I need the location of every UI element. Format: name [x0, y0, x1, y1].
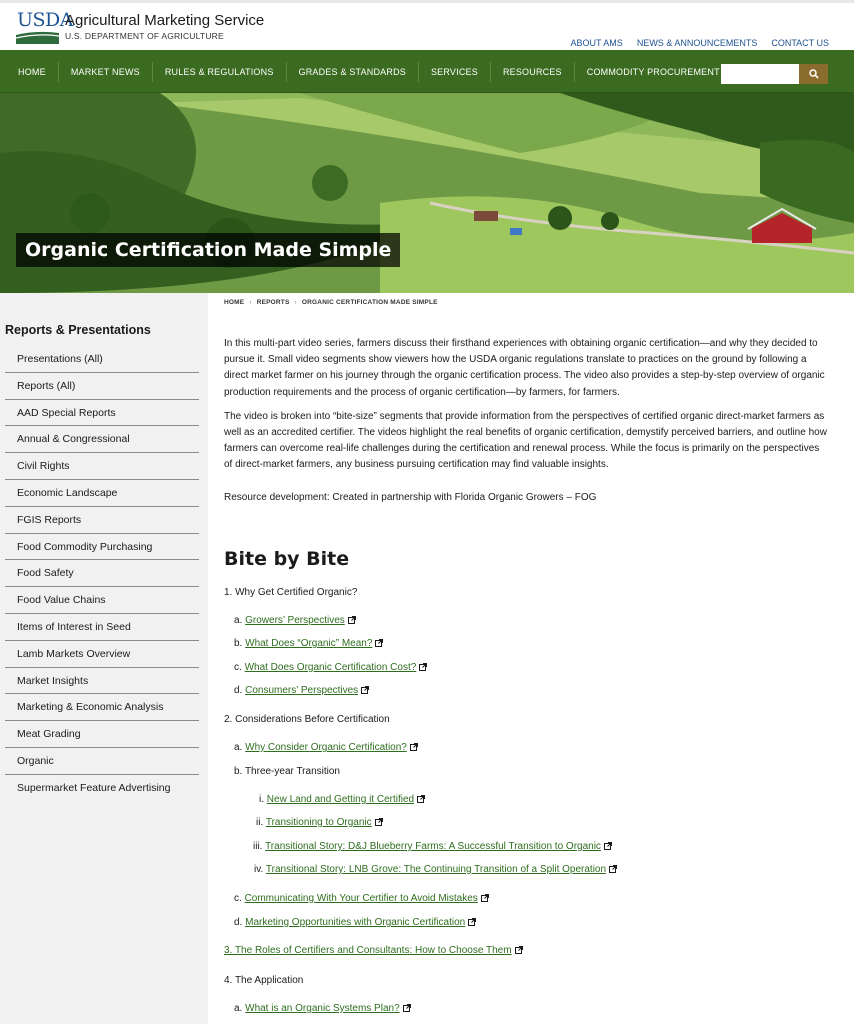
list-item — [234, 685, 369, 696]
link-certification-cost[interactable]: What Does Organic Certification Cost? — [244, 662, 417, 673]
list-marker: i. — [259, 794, 264, 805]
breadcrumb-reports[interactable]: REPORTS — [256, 299, 290, 306]
link-organic-systems-plan[interactable]: What is an Organic Systems Plan? — [245, 1003, 400, 1014]
agency-name[interactable]: Agricultural Marketing Service — [65, 12, 265, 29]
agency-subtitle: U.S. DEPARTMENT OF AGRICULTURE — [65, 31, 224, 41]
link-marketing-opportunities[interactable]: Marketing Opportunities with Organic Certification — [245, 917, 466, 928]
sidebar-item-market-insights[interactable]: Market Insights — [5, 668, 199, 695]
list-marker: a. — [234, 742, 243, 753]
external-link-icon — [361, 686, 369, 694]
list-item — [234, 615, 356, 626]
list-item — [254, 864, 617, 875]
link-consumers-perspectives[interactable]: Consumers’ Perspectives — [245, 685, 359, 696]
sidebar-title: Reports & Presentations — [5, 323, 151, 337]
list-item: 1. Why Get Certified Organic? — [224, 587, 358, 598]
breadcrumb-separator-icon: › — [294, 299, 297, 306]
sidebar-item-civil-rights[interactable]: Civil Rights — [5, 453, 199, 480]
list-marker: a. — [234, 1003, 243, 1014]
nav-item-market-news[interactable]: MARKET NEWS — [58, 62, 152, 82]
list-marker: c. — [234, 893, 242, 904]
sidebar-item-presentations[interactable]: Presentations (All) — [5, 346, 199, 373]
list-marker: a. — [234, 615, 243, 626]
usda-logo-text: USDA — [17, 9, 73, 31]
external-link-icon — [481, 894, 489, 902]
breadcrumb-current: ORGANIC CERTIFICATION MADE SIMPLE — [301, 299, 438, 306]
sidebar-list — [5, 346, 199, 802]
search-icon — [809, 69, 819, 79]
external-link-icon — [419, 663, 427, 671]
usda-logo-swoosh-icon — [16, 31, 59, 44]
sidebar-item-food-safety[interactable]: Food Safety — [5, 560, 199, 587]
list-item — [234, 662, 427, 673]
external-link-icon — [375, 639, 383, 647]
list-item — [253, 841, 612, 852]
list-item — [234, 1003, 411, 1014]
site-header — [0, 0, 854, 50]
util-link-about[interactable]: ABOUT AMS — [570, 38, 623, 48]
sidebar-item-aad[interactable]: AAD Special Reports — [5, 400, 199, 427]
utility-nav — [570, 38, 829, 48]
list-item — [256, 817, 383, 828]
section-heading: Bite by Bite — [224, 548, 350, 570]
nav-item-services[interactable]: SERVICES — [418, 62, 490, 82]
sidebar-item-annual[interactable]: Annual & Congressional — [5, 426, 199, 453]
external-link-icon — [348, 616, 356, 624]
external-link-icon — [375, 818, 383, 826]
link-dj-blueberry[interactable]: Transitional Story: D&J Blueberry Farms: A Successful Transition to Organic — [265, 841, 601, 852]
sidebar-item-supermarket[interactable]: Supermarket Feature Advertising — [17, 781, 171, 794]
external-link-icon — [609, 865, 617, 873]
page-title: Organic Certification Made Simple — [16, 233, 400, 267]
sidebar-item-economic[interactable]: Economic Landscape — [5, 480, 199, 507]
main-content — [224, 336, 830, 514]
link-growers-perspectives[interactable]: Growers’ Perspectives — [245, 615, 345, 626]
sidebar-item-seed[interactable]: Items of Interest in Seed — [5, 614, 199, 641]
resource-paragraph: Resource development: Created in partnership with Florida Organic Growers – FOG — [224, 491, 597, 503]
search-input[interactable] — [721, 64, 799, 84]
list-marker: c. — [234, 662, 242, 673]
link-communicating[interactable]: Communicating With Your Certifier to Avoid Mistakes — [244, 893, 478, 904]
external-link-icon — [417, 795, 425, 803]
list-item: 2. Considerations Before Certification — [224, 714, 390, 725]
link-lnb-grove[interactable]: Transitional Story: LNB Grove: The Continuing Transition of a Split Operation — [265, 864, 607, 875]
list-item — [234, 638, 383, 649]
list-item: b. Three-year Transition — [234, 766, 340, 777]
sidebar — [0, 293, 208, 1024]
external-link-icon — [468, 918, 476, 926]
nav-item-grades[interactable]: GRADES & STANDARDS — [286, 62, 418, 82]
link-what-does-organic-mean[interactable]: What Does “Organic” Mean? — [245, 638, 373, 649]
nav-item-home[interactable]: HOME — [18, 66, 46, 77]
list-item — [234, 893, 489, 904]
nav-item-rules[interactable]: RULES & REGULATIONS — [152, 62, 286, 82]
description-paragraph: The video is broken into “bite-size” segments that provide information from the perspectives of certified organic direct-market farmers as well as an accredited certifier. The videos highlight the real benefits of organic certification, demystify perceived barriers, and outline how farmers can overcome real-life challenges during the certification and renewal process. While the focus is primarily on the perspectives of direct-market farmers, any business pursuing certification may find valuable insights. — [224, 410, 827, 471]
link-roles-of-certifiers[interactable]: 3. The Roles of Certifiers and Consultants: How to Choose Them — [224, 945, 512, 956]
list-item — [224, 945, 523, 956]
sidebar-item-reports[interactable]: Reports (All) — [5, 373, 199, 400]
list-marker: d. — [234, 917, 243, 928]
external-link-icon — [410, 743, 418, 751]
list-item — [259, 794, 425, 805]
sidebar-item-marketing-economic[interactable]: Marketing & Economic Analysis — [5, 694, 199, 721]
list-marker: iii. — [253, 841, 263, 852]
search-button[interactable] — [799, 64, 828, 84]
list-item: 4. The Application — [224, 975, 304, 986]
util-link-news[interactable]: NEWS & ANNOUNCEMENTS — [636, 38, 758, 48]
breadcrumb-home[interactable]: HOME — [224, 299, 245, 306]
list-marker: ii. — [256, 817, 264, 828]
external-link-icon — [604, 842, 612, 850]
external-link-icon — [403, 1004, 411, 1012]
link-transitioning[interactable]: Transitioning to Organic — [265, 817, 372, 828]
link-why-consider[interactable]: Why Consider Organic Certification? — [245, 742, 407, 753]
sidebar-item-food-value[interactable]: Food Value Chains — [5, 587, 199, 614]
sidebar-item-fgis[interactable]: FGIS Reports — [5, 507, 199, 534]
intro-paragraph: In this multi-part video series, farmers discuss their firsthand experiences with obtaining organic certification—and why they decided to pursue it. Small video segments show viewers how the USDA organic regulations translate to practices on the ground by following a direct market farmer on his journey through the organic certification process. The video also provides a step-by-step overview of organic production requirements and the process of organic certification—by farmers, for farmers. — [224, 338, 825, 398]
list-marker: d. — [234, 685, 243, 696]
list-marker: iv. — [254, 864, 264, 875]
list-marker: b. — [234, 638, 243, 649]
list-item — [234, 917, 476, 928]
breadcrumb — [224, 299, 438, 306]
external-link-icon — [515, 946, 523, 954]
sidebar-item-food-commodity[interactable]: Food Commodity Purchasing — [5, 534, 199, 561]
nav-item-resources[interactable]: RESOURCES — [490, 62, 574, 82]
sidebar-item-lamb[interactable]: Lamb Markets Overview — [5, 641, 199, 668]
util-link-contact[interactable]: CONTACT US — [771, 38, 829, 48]
list-item — [234, 742, 418, 753]
sidebar-item-organic[interactable]: Organic — [5, 748, 199, 775]
breadcrumb-separator-icon: › — [249, 299, 252, 306]
nav-item-commodity[interactable]: COMMODITY PROCUREMENT — [574, 62, 732, 82]
link-new-land[interactable]: New Land and Getting it Certified — [266, 794, 415, 805]
sidebar-item-meat-grading[interactable]: Meat Grading — [5, 721, 199, 748]
